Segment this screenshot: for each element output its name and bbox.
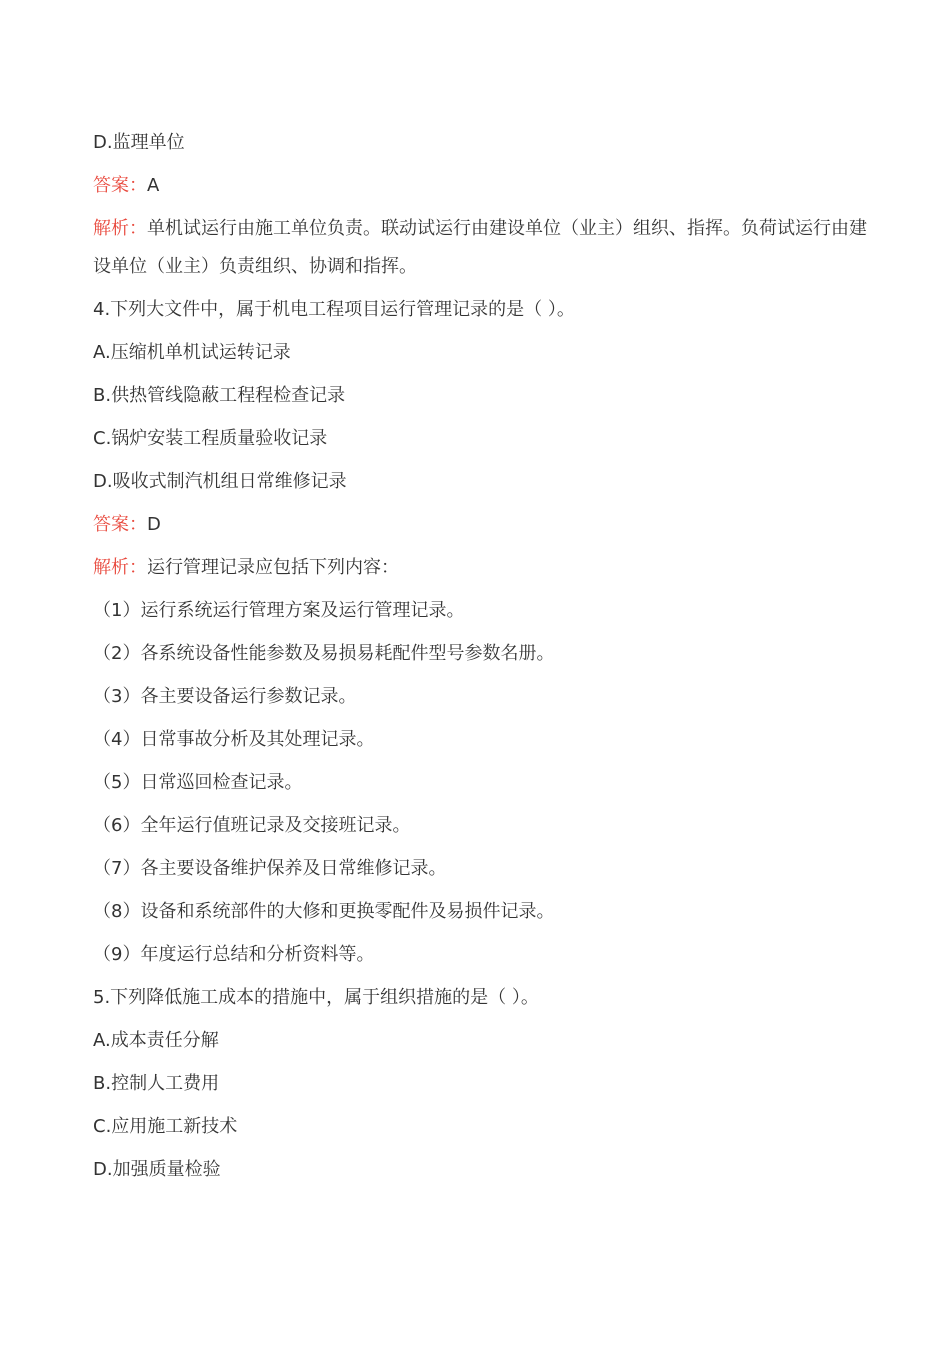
q4-analysis-item: （3）各主要设备运行参数记录。 [93, 686, 357, 707]
q4-analysis-item: （1）运行系统运行管理方案及运行管理记录。 [93, 600, 465, 621]
q4-option-a: A.压缩机单机试运转记录 [93, 342, 291, 363]
q4-option-b: B.供热管线隐蔽工程程检查记录 [93, 385, 346, 406]
analysis-text: 运行管理记录应包括下列内容： [147, 557, 399, 578]
q4-analysis-item: （7）各主要设备维护保养及日常维修记录。 [93, 858, 447, 879]
q4-analysis [93, 546, 868, 589]
q4-question: 4.下列大文件中，属于机电工程项目运行管理记录的是（ ）。 [93, 299, 575, 320]
answer-value: D [147, 514, 161, 535]
q4-analysis-item: （2）各系统设备性能参数及易损易耗配件型号参数名册。 [93, 643, 555, 664]
q5-option-b: B.控制人工费用 [93, 1073, 220, 1094]
answer-label: 答案： [93, 514, 147, 535]
q4-analysis-item: （8）设备和系统部件的大修和更换零配件及易损件记录。 [93, 901, 555, 922]
analysis-label: 解析： [93, 217, 147, 239]
q5-option-a: A.成本责任分解 [93, 1030, 219, 1051]
q5-question: 5.下列降低施工成本的措施中，属于组织措施的是（ ）。 [93, 987, 539, 1008]
q4-answer [93, 503, 868, 546]
q4-analysis-item: （6）全年运行值班记录及交接班记录。 [93, 815, 411, 836]
q4-option-c: C.锅炉安装工程质量验收记录 [93, 428, 328, 449]
q4-option-d: D.吸收式制汽机组日常维修记录 [93, 471, 347, 492]
q4-analysis-item: （9）年度运行总结和分析资料等。 [93, 944, 375, 965]
q4-analysis-item: （5）日常巡回检查记录。 [93, 772, 303, 793]
q3-analysis [93, 207, 868, 288]
q3-answer [93, 164, 868, 207]
answer-label: 答案： [93, 175, 147, 196]
analysis-label: 解析： [93, 557, 147, 578]
q4-analysis-item: （4）日常事故分析及其处理记录。 [93, 729, 375, 750]
q5-option-c: C.应用施工新技术 [93, 1116, 238, 1137]
q3-option-d: D.监理单位 [93, 132, 185, 153]
q5-option-d: D.加强质量检验 [93, 1159, 221, 1180]
analysis-text: 单机试运行由施工单位负责。联动试运行由建设单位（业主）组织、指挥。负荷试运行由建设单位（业主）负责组织、协调和指挥。 [93, 217, 867, 277]
answer-value: A [147, 175, 160, 196]
document-page [93, 121, 868, 1191]
